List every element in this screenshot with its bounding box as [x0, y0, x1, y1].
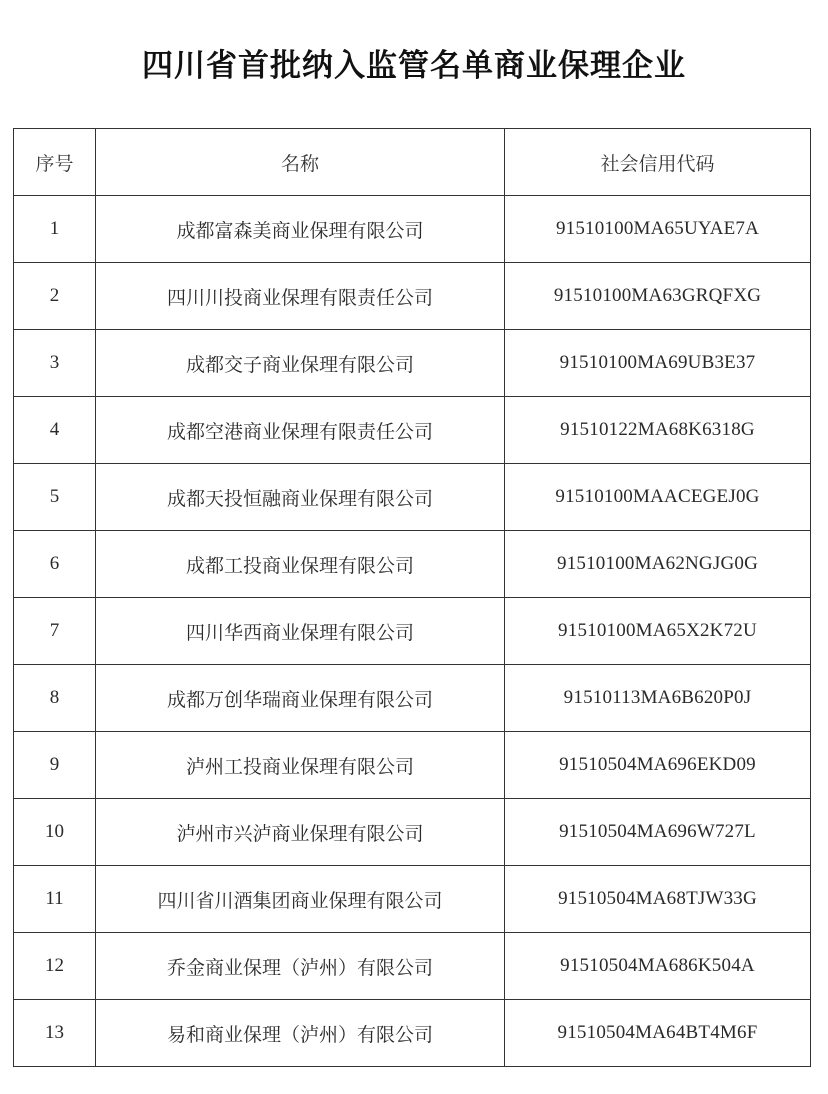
row-credit-code: 91510113MA6B620P0J: [505, 665, 811, 732]
row-index: 2: [14, 263, 96, 330]
table-row: [14, 933, 811, 1000]
row-credit-code: 91510122MA68K6318G: [505, 397, 811, 464]
row-credit-code: 91510504MA68TJW33G: [505, 866, 811, 933]
row-index: 9: [14, 732, 96, 799]
table-header-row: [14, 129, 811, 196]
row-index: 7: [14, 598, 96, 665]
table-row: [14, 330, 811, 397]
row-index: 1: [14, 196, 96, 263]
row-index: 5: [14, 464, 96, 531]
table-row: [14, 598, 811, 665]
row-credit-code: 91510100MAACEGEJ0G: [505, 464, 811, 531]
row-company-name: 四川省川酒集团商业保理有限公司: [96, 866, 505, 933]
table-row: [14, 196, 811, 263]
table-row: [14, 799, 811, 866]
row-index: 11: [14, 866, 96, 933]
row-credit-code: 91510504MA696W727L: [505, 799, 811, 866]
row-credit-code: 91510100MA62NGJG0G: [505, 531, 811, 598]
row-company-name: 乔金商业保理（泸州）有限公司: [96, 933, 505, 1000]
row-credit-code: 91510504MA64BT4M6F: [505, 1000, 811, 1067]
row-index: 10: [14, 799, 96, 866]
row-credit-code: 91510504MA696EKD09: [505, 732, 811, 799]
row-index: 4: [14, 397, 96, 464]
row-index: 6: [14, 531, 96, 598]
row-index: 13: [14, 1000, 96, 1067]
page-title: 四川省首批纳入监管名单商业保理企业: [142, 48, 686, 84]
row-credit-code: 91510100MA63GRQFXG: [505, 263, 811, 330]
table-row: [14, 464, 811, 531]
row-index: 12: [14, 933, 96, 1000]
row-company-name: 成都工投商业保理有限公司: [96, 531, 505, 598]
row-credit-code: 91510100MA69UB3E37: [505, 330, 811, 397]
row-company-name: 成都交子商业保理有限公司: [96, 330, 505, 397]
header-credit-code: 社会信用代码: [505, 129, 811, 196]
row-index: 3: [14, 330, 96, 397]
row-company-name: 成都万创华瑞商业保理有限公司: [96, 665, 505, 732]
row-company-name: 四川华西商业保理有限公司: [96, 598, 505, 665]
table-row: [14, 397, 811, 464]
enterprise-table: [13, 128, 811, 1067]
header-index: 序号: [14, 129, 96, 196]
row-company-name: 四川川投商业保理有限责任公司: [96, 263, 505, 330]
row-credit-code: 91510100MA65X2K72U: [505, 598, 811, 665]
table-row: [14, 263, 811, 330]
row-credit-code: 91510100MA65UYAE7A: [505, 196, 811, 263]
row-company-name: 易和商业保理（泸州）有限公司: [96, 1000, 505, 1067]
row-company-name: 成都天投恒融商业保理有限公司: [96, 464, 505, 531]
table-row: [14, 665, 811, 732]
table-row: [14, 732, 811, 799]
table-row: [14, 866, 811, 933]
row-company-name: 泸州市兴泸商业保理有限公司: [96, 799, 505, 866]
row-company-name: 成都富森美商业保理有限公司: [96, 196, 505, 263]
row-company-name: 泸州工投商业保理有限公司: [96, 732, 505, 799]
header-name: 名称: [96, 129, 505, 196]
table-row: [14, 1000, 811, 1067]
row-company-name: 成都空港商业保理有限责任公司: [96, 397, 505, 464]
table-row: [14, 531, 811, 598]
row-index: 8: [14, 665, 96, 732]
row-credit-code: 91510504MA686K504A: [505, 933, 811, 1000]
